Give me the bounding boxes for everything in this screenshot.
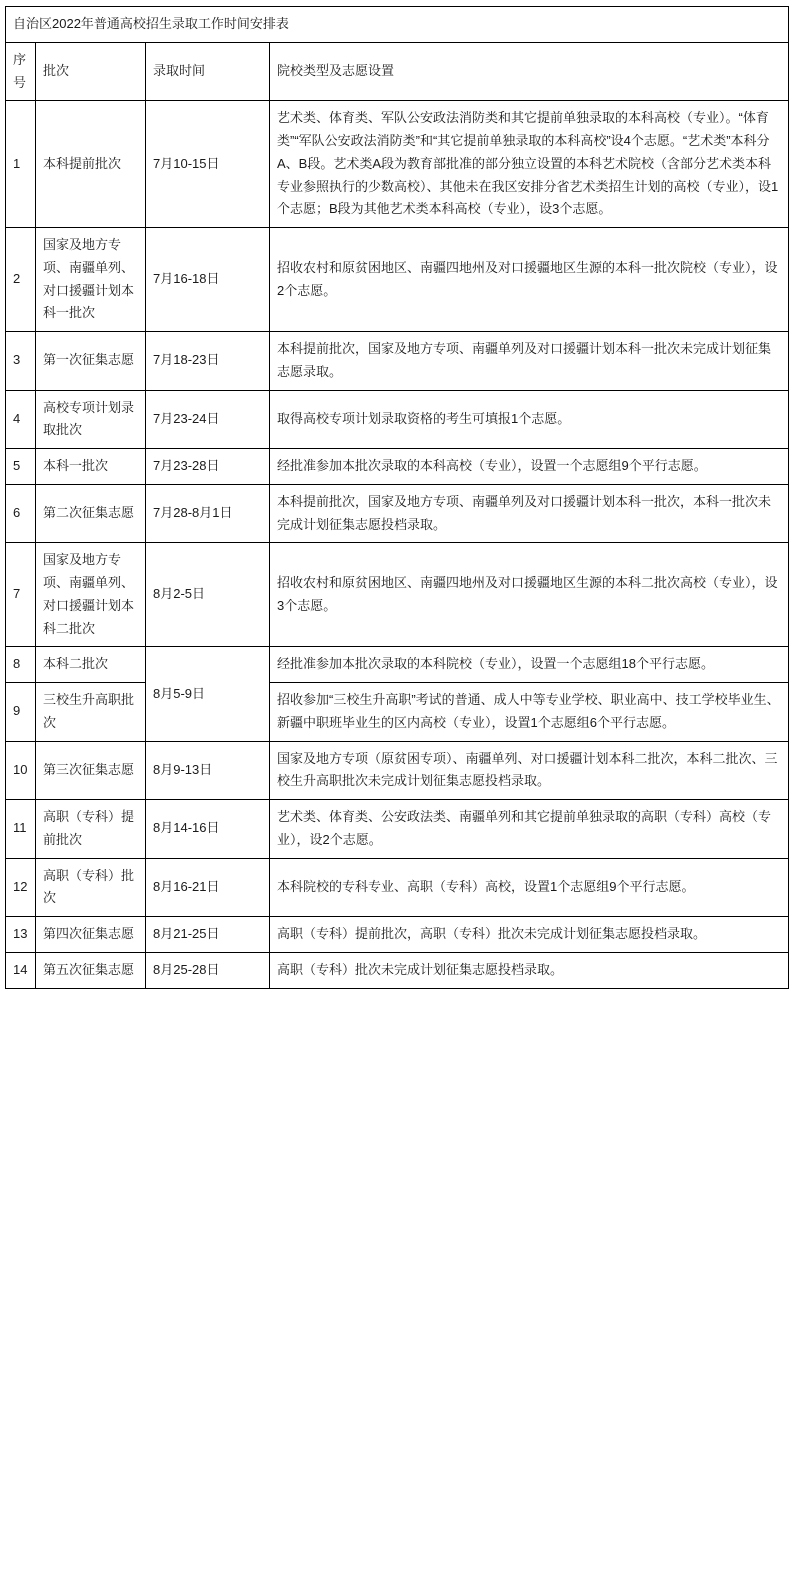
row-batch: 第三次征集志愿 [36, 741, 146, 800]
row-no: 8 [6, 647, 36, 683]
row-time: 8月16-21日 [146, 858, 270, 917]
row-time: 8月14-16日 [146, 800, 270, 859]
row-no: 4 [6, 390, 36, 449]
row-desc: 本科院校的专科专业、高职（专科）高校，设置1个志愿组9个平行志愿。 [270, 858, 789, 917]
table-row [6, 917, 789, 953]
row-desc: 取得高校专项计划录取资格的考生可填报1个志愿。 [270, 390, 789, 449]
row-batch: 第五次征集志愿 [36, 952, 146, 988]
row-time: 7月23-24日 [146, 390, 270, 449]
row-time: 7月16-18日 [146, 228, 270, 332]
row-time: 7月28-8月1日 [146, 484, 270, 543]
row-no: 1 [6, 101, 36, 228]
column-header-time: 录取时间 [146, 42, 270, 101]
table-row [6, 800, 789, 859]
row-no: 11 [6, 800, 36, 859]
row-desc: 艺术类、体育类、军队公安政法消防类和其它提前单独录取的本科高校（专业）。“体育类”“军队公安政法消防类”和“其它提前单独录取的本科高校”设4个志愿。“艺术类”本科分A、B段。艺术类A段为教育部批准的部分独立设置的本科艺术院校（含部分艺术类本科专业参照执行的少数高校）、其他未在我区安排分省艺术类招生计划的高校（专业），设1个志愿；B段为其他艺术类本科高校（专业），设3个志愿。 [270, 101, 789, 228]
row-desc: 艺术类、体育类、公安政法类、南疆单列和其它提前单独录取的高职（专科）高校（专业），设2个志愿。 [270, 800, 789, 859]
row-no: 3 [6, 332, 36, 391]
row-batch: 国家及地方专项、南疆单列、对口援疆计划本科一批次 [36, 228, 146, 332]
table-row [6, 228, 789, 332]
row-no: 6 [6, 484, 36, 543]
table-row [6, 332, 789, 391]
row-desc: 招收农村和原贫困地区、南疆四地州及对口援疆地区生源的本科二批次高校（专业），设3个志愿。 [270, 543, 789, 647]
table-row [6, 858, 789, 917]
row-batch: 第四次征集志愿 [36, 917, 146, 953]
row-desc: 经批准参加本批次录取的本科院校（专业），设置一个志愿组18个平行志愿。 [270, 647, 789, 683]
row-batch: 本科提前批次 [36, 101, 146, 228]
row-batch: 三校生升高职批次 [36, 683, 146, 742]
row-time: 8月5-9日 [146, 647, 270, 741]
row-desc: 本科提前批次，国家及地方专项、南疆单列及对口援疆计划本科一批次未完成计划征集志愿录取。 [270, 332, 789, 391]
admission-schedule-table [5, 6, 789, 989]
row-desc: 国家及地方专项（原贫困专项）、南疆单列、对口援疆计划本科二批次，本科二批次、三校生升高职批次未完成计划征集志愿投档录取。 [270, 741, 789, 800]
row-batch: 高校专项计划录取批次 [36, 390, 146, 449]
row-batch: 国家及地方专项、南疆单列、对口援疆计划本科二批次 [36, 543, 146, 647]
row-no: 9 [6, 683, 36, 742]
table-row [6, 647, 789, 683]
row-desc: 本科提前批次，国家及地方专项、南疆单列及对口援疆计划本科一批次，本科一批次未完成计划征集志愿投档录取。 [270, 484, 789, 543]
row-time: 7月23-28日 [146, 449, 270, 485]
table-row [6, 543, 789, 647]
row-no: 12 [6, 858, 36, 917]
row-no: 13 [6, 917, 36, 953]
row-desc: 高职（专科）批次未完成计划征集志愿投档录取。 [270, 952, 789, 988]
document-title: 自治区2022年普通高校招生录取工作时间安排表 [6, 7, 789, 43]
table-row [6, 484, 789, 543]
row-batch: 本科二批次 [36, 647, 146, 683]
row-desc: 经批准参加本批次录取的本科高校（专业），设置一个志愿组9个平行志愿。 [270, 449, 789, 485]
row-time: 7月18-23日 [146, 332, 270, 391]
table-row [6, 390, 789, 449]
row-no: 7 [6, 543, 36, 647]
row-time: 8月25-28日 [146, 952, 270, 988]
table-title-row [6, 7, 789, 43]
row-desc: 招收参加“三校生升高职”考试的普通、成人中等专业学校、职业高中、技工学校毕业生、新疆中职班毕业生的区内高校（专业），设置1个志愿组6个平行志愿。 [270, 683, 789, 742]
row-time: 8月9-13日 [146, 741, 270, 800]
table-header-row [6, 42, 789, 101]
row-time: 7月10-15日 [146, 101, 270, 228]
row-no: 14 [6, 952, 36, 988]
table-row [6, 101, 789, 228]
table-row [6, 741, 789, 800]
table-row [6, 952, 789, 988]
column-header-batch: 批次 [36, 42, 146, 101]
table-row [6, 683, 789, 742]
row-no: 10 [6, 741, 36, 800]
row-no: 5 [6, 449, 36, 485]
row-batch: 本科一批次 [36, 449, 146, 485]
row-batch: 第一次征集志愿 [36, 332, 146, 391]
row-desc: 高职（专科）提前批次，高职（专科）批次未完成计划征集志愿投档录取。 [270, 917, 789, 953]
row-time: 8月2-5日 [146, 543, 270, 647]
row-desc: 招收农村和原贫困地区、南疆四地州及对口援疆地区生源的本科一批次院校（专业），设2个志愿。 [270, 228, 789, 332]
row-time: 8月21-25日 [146, 917, 270, 953]
column-header-desc: 院校类型及志愿设置 [270, 42, 789, 101]
row-batch: 高职（专科）批次 [36, 858, 146, 917]
row-batch: 高职（专科）提前批次 [36, 800, 146, 859]
row-batch: 第二次征集志愿 [36, 484, 146, 543]
table-row [6, 449, 789, 485]
column-header-no: 序号 [6, 42, 36, 101]
row-no: 2 [6, 228, 36, 332]
